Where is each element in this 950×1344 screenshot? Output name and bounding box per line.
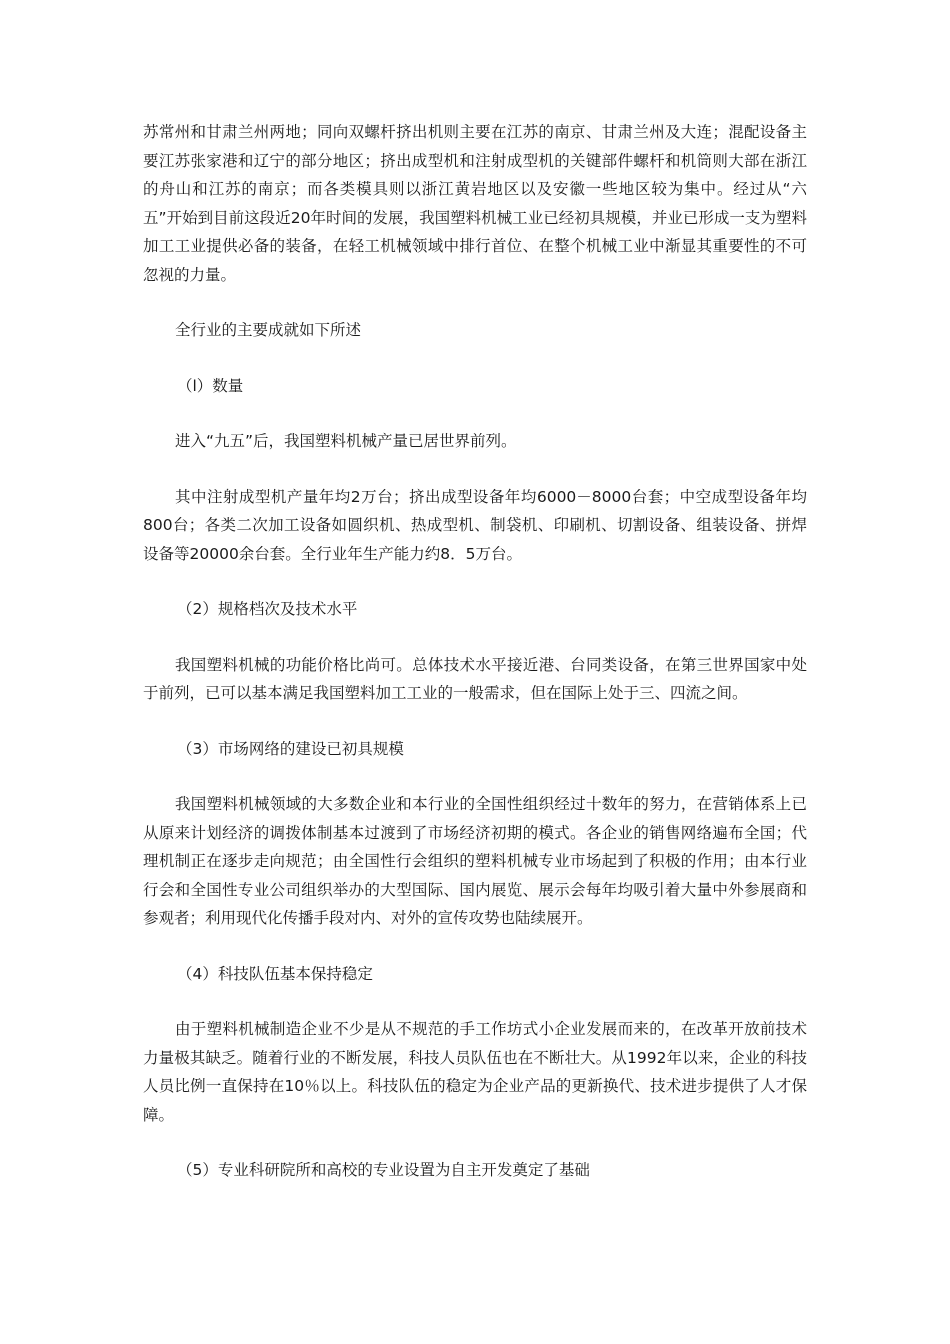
quantity-paragraph-1: 进入“九五”后，我国塑料机械产量已居世界前列。 (175, 432, 517, 450)
summary-line: 全行业的主要成就如下所述 (175, 321, 362, 339)
section-heading-research: （5）专业科研院所和高校的专业设置为自主开发奠定了基础 (177, 1161, 590, 1179)
quantity-paragraph-2: 其中注射成型机产量年均2万台；挤出成型设备年均6000－8000台套；中空成型设备年均800台；各类二次加工设备如圆织机、热成型机、制袋机、印刷机、切割设备、组装设备、拼焊设备等20000余台套。全行业年生产能力约8．5万台。 (143, 487, 807, 563)
section-heading-market: （3）市场网络的建设已初具规模 (177, 739, 404, 758)
section-heading-specs: （2）规格档次及技术水平 (177, 600, 358, 618)
section-heading-quantity: （l）数量 (177, 376, 244, 395)
specs-paragraph: 我国塑料机械的功能价格比尚可。总体技术水平接近港、台同类设备，在第三世界国家中处于前列，已可以基本满足我国塑料加工工业的一般需求，但在国际上处于三、四流之间。 (143, 655, 807, 702)
staff-paragraph: 由于塑料机械制造企业不少是从不规范的手工作坊式小企业发展而来的，在改革开放前技术力量极其缺乏。随着行业的不断发展，科技人员队伍也在不断壮大。从1992年以来，企业的科技人员比例一直保持在10％以上。科技队伍的稳定为企业产品的更新换代、技术进步提供了人才保障。 (143, 1020, 807, 1124)
intro-paragraph: 苏常州和甘肃兰州两地；同向双螺杆挤出机则主要在江苏的南京、甘肃兰州及大连；混配设备主要江苏张家港和辽宁的部分地区；挤出成型机和注射成型机的关键部件螺杆和机筒则大部在浙江的舟山和江苏的南京；而各类模具则以浙江黄岩地区以及安徽一些地区较为集中。经过从“六五”开始到目前这段近20年时间的发展，我国塑料机械工业已经初具规模，并业已形成一支为塑料加工工业提供必备的装备，在轻工机械领域中排行首位、在整个机械工业中渐显其重要性的不可忽视的力量。 (143, 123, 807, 284)
market-paragraph: 我国塑料机械领域的大多数企业和本行业的全国性组织经过十数年的努力，在营销体系上已从原来计划经济的调拨体制基本过渡到了市场经济初期的模式。各企业的销售网络遍布全国；代理机制正在逐步走向规范；由全国性行会组织的塑料机械专业市场起到了积极的作用；由本行业行会和全国性专业公司组织举办的大型国际、国内展览、展示会每年均吸引着大量中外参展商和参观者；利用现代化传播手段对内、对外的宣传攻势也陆续展开。 (143, 795, 807, 927)
section-heading-staff: （4）科技队伍基本保持稳定 (177, 964, 373, 983)
document-page (143, 118, 807, 1185)
